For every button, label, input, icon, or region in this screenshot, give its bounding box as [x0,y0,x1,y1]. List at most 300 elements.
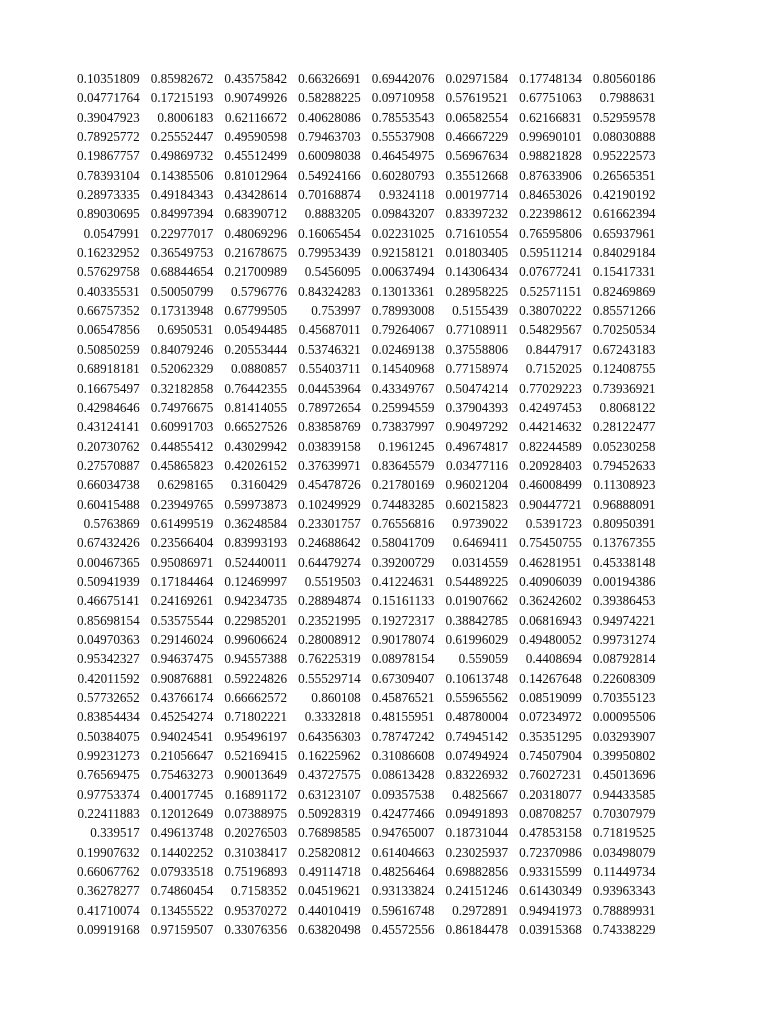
table-row [66,301,656,320]
table-cell: 0.68918181 [77,361,140,377]
table-cell: 0.20318077 [519,786,582,802]
table-row [66,727,656,746]
table-cell: 0.77158974 [445,361,509,377]
table-cell: 0.14402252 [150,844,214,860]
table-cell: 0.339517 [90,825,140,841]
table-cell: 0.45478726 [298,477,361,493]
table-cell: 0.62116672 [224,109,288,125]
table-cell: 0.07388975 [224,806,288,822]
table-cell: 0.42477466 [371,806,435,822]
table-cell: 0.84029184 [592,245,656,261]
table-cell: 0.49590598 [224,129,288,145]
table-cell: 0.46008499 [519,477,582,493]
table-cell: 0.13455522 [150,902,214,918]
table-cell: 0.43349767 [371,380,435,396]
table-cell: 0.09491893 [445,806,509,822]
table-cell: 0.21700989 [224,264,288,280]
table-cell: 0.90876881 [150,670,214,686]
table-cell: 0.4825667 [452,786,509,802]
table-cell: 0.16675497 [77,380,140,396]
table-cell: 0.0547991 [83,225,140,241]
table-cell: 0.45013696 [592,767,656,783]
table-cell: 0.71610554 [445,225,509,241]
table-row [66,379,656,398]
table-cell: 0.37904393 [445,399,509,415]
table-cell: 0.80560186 [592,71,656,86]
table-row [66,127,656,146]
table-cell: 0.3332818 [304,709,361,725]
table-row [66,746,656,765]
table-cell: 0.61662394 [592,206,656,222]
table-cell: 0.28958225 [445,283,509,299]
table-cell: 0.36242602 [519,593,582,609]
table-cell: 0.50941939 [77,573,140,589]
table-cell: 0.23566404 [150,535,214,551]
table-cell: 0.48780004 [445,709,509,725]
table-cell: 0.83397232 [445,206,509,222]
table-cell: 0.50474214 [445,380,509,396]
table-cell: 0.7988631 [599,90,656,106]
table-cell: 0.61430349 [519,883,582,899]
table-cell: 0.49184343 [150,187,214,203]
table-cell: 0.29146024 [150,631,214,647]
table-cell: 0.83858769 [298,419,361,435]
table-cell: 0.17184464 [150,573,214,589]
table-cell: 0.42497453 [519,399,582,415]
table-cell: 0.08613428 [371,767,435,783]
table-cell: 0.45865823 [150,457,214,473]
table-cell: 0.46667229 [445,129,509,145]
table-cell: 0.90178074 [371,631,435,647]
table-cell: 0.01803405 [445,245,509,261]
table-cell: 0.02469138 [371,341,435,357]
table-cell: 0.35512668 [445,167,509,183]
table-cell: 0.66527526 [224,419,288,435]
table-cell: 0.14306434 [445,264,509,280]
table-cell: 0.13767355 [592,535,656,551]
table-cell: 0.17215193 [150,90,214,106]
table-cell: 0.82244589 [519,438,582,454]
table-cell: 0.65937961 [592,225,656,241]
table-cell: 0.61499519 [150,515,214,531]
table-row [66,707,656,726]
table-cell: 0.09710958 [371,90,435,106]
table-row [66,765,656,784]
table-row [66,146,656,165]
table-row [66,881,656,900]
table-cell: 0.07494924 [445,748,509,764]
table-cell: 0.48069296 [224,225,288,241]
table-row [66,282,656,301]
table-cell: 0.78747242 [371,728,435,744]
table-row [66,262,656,281]
table-cell: 0.55965562 [445,690,509,705]
table-cell: 0.45512499 [224,148,288,164]
table-cell: 0.94765007 [371,825,435,841]
table-cell: 0.60280793 [371,167,435,183]
table-row [66,475,656,494]
table-cell: 0.70250534 [592,322,656,338]
number-table [66,69,656,939]
table-row [66,611,656,630]
table-cell: 0.22977017 [150,225,214,241]
table-cell: 0.40906039 [519,573,582,589]
table-cell: 0.52959578 [592,109,656,125]
table-cell: 0.37558806 [445,341,509,357]
table-cell: 0.09357538 [371,786,435,802]
table-cell: 0.93315599 [519,864,582,880]
table-cell: 0.81012964 [224,167,288,183]
table-cell: 0.23949765 [150,496,214,512]
table-cell: 0.94433585 [592,786,656,802]
table-row [66,514,656,533]
table-cell: 0.75450755 [519,535,582,551]
table-cell: 0.33076356 [224,922,288,938]
table-cell: 0.43029942 [224,438,288,454]
table-cell: 0.94557388 [224,651,288,667]
table-cell: 0.42026152 [224,457,288,473]
table-cell: 0.83854434 [77,709,140,725]
table-cell: 0.40628086 [298,109,361,125]
table-cell: 0.14267648 [519,670,582,686]
table-cell: 0.45687011 [298,322,361,338]
table-cell: 0.94974221 [592,612,656,628]
table-cell: 0.98821828 [519,148,582,164]
table-row [66,572,656,591]
table-row [66,417,656,436]
table-cell: 0.90749926 [224,90,288,106]
table-cell: 0.0314559 [452,554,509,570]
table-cell: 0.90447721 [519,496,582,512]
table-cell: 0.6950531 [157,322,214,338]
table-row [66,591,656,610]
table-cell: 0.06816943 [519,612,582,628]
table-cell: 0.43766174 [150,690,214,705]
table-row [66,320,656,339]
table-cell: 0.9739022 [452,515,509,531]
table-cell: 0.75196893 [224,864,288,880]
table-cell: 0.1961245 [378,438,435,454]
table-cell: 0.4408694 [525,651,582,667]
table-row [66,553,656,572]
table-cell: 0.76569475 [77,767,140,783]
table-cell: 0.753997 [311,303,361,319]
table-cell: 0.36278277 [77,883,140,899]
table-cell: 0.73837997 [371,419,435,435]
table-row [66,649,656,668]
table-cell: 0.02231025 [371,225,435,241]
table-cell: 0.12469997 [224,573,288,589]
table-cell: 0.77029223 [519,380,582,396]
table-cell: 0.10249929 [298,496,361,512]
table-cell: 0.46281951 [519,554,582,570]
table-row [66,437,656,456]
table-cell: 0.05494485 [224,322,288,338]
table-cell: 0.46454975 [371,148,435,164]
table-cell: 0.05230258 [592,438,656,454]
table-cell: 0.5391723 [525,515,582,531]
table-cell: 0.20730762 [77,438,140,454]
table-cell: 0.3160429 [231,477,288,493]
table-cell: 0.42984646 [77,399,140,415]
table-row [66,901,656,920]
table-cell: 0.19272317 [371,612,435,628]
table-cell: 0.74507904 [519,748,582,764]
table-cell: 0.36549753 [150,245,214,261]
table-cell: 0.7152025 [525,361,582,377]
table-cell: 0.00194386 [592,573,656,589]
table-cell: 0.67432426 [77,535,140,551]
table-cell: 0.11308923 [593,477,656,493]
table-cell: 0.95086971 [150,554,214,570]
table-cell: 0.18731044 [445,825,509,841]
table-cell: 0.76556816 [371,515,435,531]
table-cell: 0.14540968 [371,361,435,377]
table-cell: 0.21678675 [224,245,288,261]
table-cell: 0.94637475 [150,651,214,667]
table-cell: 0.5456095 [304,264,361,280]
table-cell: 0.70307979 [592,806,656,822]
table-row [66,359,656,378]
table-cell: 0.81414055 [224,399,288,415]
table-cell: 0.43727575 [298,767,361,783]
table-cell: 0.78925772 [77,129,140,145]
table-cell: 0.55537908 [371,129,435,145]
table-cell: 0.08978154 [371,651,435,667]
table-cell: 0.42190192 [592,187,656,203]
table-cell: 0.01907662 [445,593,509,609]
table-cell: 0.92158121 [371,245,435,261]
table-cell: 0.55529714 [298,670,361,686]
table-cell: 0.54829567 [519,322,582,338]
table-cell: 0.95342327 [77,651,140,667]
table-cell: 0.16232952 [77,245,140,261]
table-cell: 0.45254274 [150,709,214,725]
table-cell: 0.16065454 [298,225,361,241]
table-cell: 0.20553444 [224,341,288,357]
table-cell: 0.6298165 [157,477,214,493]
table-row [66,495,656,514]
table-cell: 0.12408755 [592,361,656,377]
table-cell: 0.8006183 [157,109,214,125]
table-cell: 0.09843207 [371,206,435,222]
table-cell: 0.97159507 [150,922,214,938]
table-cell: 0.49613748 [150,825,214,841]
table-cell: 0.85571266 [592,303,656,319]
table-cell: 0.39200729 [371,554,435,570]
table-cell: 0.25820812 [298,844,361,860]
table-cell: 0.96888091 [592,496,656,512]
table-cell: 0.5519503 [304,573,361,589]
table-cell: 0.7158352 [231,883,288,899]
table-cell: 0.84653026 [519,187,582,203]
table-cell: 0.76225319 [298,651,361,667]
table-cell: 0.99606624 [224,631,288,647]
table-cell: 0.2972891 [452,902,509,918]
table-cell: 0.70355123 [592,690,656,705]
table-cell: 0.6469411 [452,535,509,551]
table-cell: 0.03915368 [519,922,582,938]
table-cell: 0.21780169 [371,477,435,493]
table-cell: 0.08708257 [519,806,582,822]
table-cell: 0.36248584 [224,515,288,531]
table-cell: 0.04970363 [77,631,140,647]
table-cell: 0.74945142 [445,728,509,744]
table-cell: 0.94024541 [150,728,214,744]
table-cell: 0.38842785 [445,612,509,628]
table-cell: 0.59511214 [519,245,582,261]
table-cell: 0.46675141 [77,593,140,609]
table-cell: 0.38070222 [519,303,582,319]
table-cell: 0.71802221 [224,709,288,725]
table-row [66,920,656,939]
table-cell: 0.49480052 [519,631,582,647]
table-cell: 0.53575544 [150,612,214,628]
table-cell: 0.45338148 [592,554,656,570]
table-cell: 0.03839158 [298,438,361,454]
table-cell: 0.75463273 [150,767,214,783]
table-row [66,108,656,127]
table-cell: 0.20928403 [519,457,582,473]
table-cell: 0.07677241 [519,264,582,280]
table-row [66,456,656,475]
table-cell: 0.90497292 [445,419,509,435]
table-cell: 0.67309407 [371,670,435,686]
table-cell: 0.54924166 [298,167,361,183]
table-cell: 0.44010419 [298,902,361,918]
table-cell: 0.59616748 [371,902,435,918]
table-cell: 0.69442076 [371,71,435,86]
table-cell: 0.60415488 [77,496,140,512]
table-cell: 0.83645579 [371,457,435,473]
table-cell: 0.22608309 [592,670,656,686]
table-cell: 0.9324118 [378,187,435,203]
table-row [66,843,656,862]
table-cell: 0.04453964 [298,380,361,396]
table-row [66,398,656,417]
table-cell: 0.22398612 [519,206,582,222]
table-cell: 0.50850259 [77,341,140,357]
table-cell: 0.55403711 [298,361,361,377]
table-cell: 0.41224631 [371,573,435,589]
table-cell: 0.04771764 [77,90,140,106]
table-cell: 0.08030888 [592,129,656,145]
table-cell: 0.87633906 [519,167,582,183]
table-cell: 0.21056647 [150,748,214,764]
table-cell: 0.95370272 [224,902,288,918]
table-cell: 0.02971584 [445,71,509,86]
table-cell: 0.26565351 [592,167,656,183]
table-cell: 0.84997394 [150,206,214,222]
table-cell: 0.57619521 [445,90,509,106]
table-cell: 0.76595806 [519,225,582,241]
table-cell: 0.14385506 [150,167,214,183]
table-cell: 0.97753374 [77,786,140,802]
table-cell: 0.83226932 [445,767,509,783]
table-cell: 0.84079246 [150,341,214,357]
table-cell: 0.43124141 [77,419,140,435]
table-cell: 0.31086608 [371,748,435,764]
table-cell: 0.78553543 [371,109,435,125]
table-cell: 0.74976675 [150,399,214,415]
table-cell: 0.44214632 [519,419,582,435]
table-cell: 0.85982672 [150,71,214,86]
table-cell: 0.43428614 [224,187,288,203]
table-cell: 0.78393104 [77,167,140,183]
table-cell: 0.72370986 [519,844,582,860]
table-cell: 0.48256464 [371,864,435,880]
table-cell: 0.95496197 [224,728,288,744]
table-cell: 0.17313948 [150,303,214,319]
table-cell: 0.15161133 [372,593,435,609]
table-row [66,243,656,262]
table-cell: 0.50384075 [77,728,140,744]
table-cell: 0.64479274 [298,554,361,570]
table-cell: 0.52169415 [224,748,288,764]
table-row [66,204,656,223]
table-cell: 0.66662572 [224,690,288,705]
table-cell: 0.860108 [311,690,361,705]
table-row [66,669,656,688]
table-cell: 0.28122477 [592,419,656,435]
table-cell: 0.25994559 [371,399,435,415]
table-cell: 0.68390712 [224,206,288,222]
table-cell: 0.41710074 [77,902,140,918]
table-row [66,69,656,88]
table-cell: 0.66326691 [298,71,361,86]
table-cell: 0.60215823 [445,496,509,512]
table-cell: 0.99690101 [519,129,582,145]
table-cell: 0.57629758 [77,264,140,280]
table-cell: 0.99231273 [77,748,140,764]
table-cell: 0.8447917 [525,341,582,357]
table-cell: 0.83993193 [224,535,288,551]
table-cell: 0.04519621 [298,883,361,899]
table-cell: 0.79264067 [371,322,435,338]
table-cell: 0.8068122 [599,399,656,415]
table-cell: 0.37639971 [298,457,361,473]
table-cell: 0.32182858 [150,380,214,396]
table-cell: 0.42011592 [77,670,140,686]
table-cell: 0.61404663 [371,844,435,860]
table-cell: 0.70168874 [298,187,361,203]
table-cell: 0.62166831 [519,109,582,125]
table-cell: 0.54489225 [445,573,509,589]
table-cell: 0.93133824 [371,883,435,899]
table-cell: 0.53746321 [298,341,361,357]
table-cell: 0.39386453 [592,593,656,609]
table-cell: 0.25552447 [150,129,214,145]
table-cell: 0.73936921 [592,380,656,396]
table-cell: 0.11449734 [593,864,656,880]
table-cell: 0.00095506 [592,709,656,725]
table-cell: 0.23301757 [298,515,361,531]
table-cell: 0.24688642 [298,535,361,551]
table-cell: 0.39047923 [77,109,140,125]
table-cell: 0.10351809 [77,71,140,86]
table-cell: 0.96021204 [445,477,509,493]
table-cell: 0.74338229 [592,922,656,938]
table-cell: 0.52440011 [224,554,288,570]
table-cell: 0.50928319 [298,806,361,822]
table-cell: 0.03498079 [592,844,656,860]
table-cell: 0.45572556 [371,922,435,938]
table-cell: 0.28008912 [298,631,361,647]
table-cell: 0.31038417 [224,844,288,860]
table-row [66,224,656,243]
table-cell: 0.64356303 [298,728,361,744]
table-cell: 0.27570887 [77,457,140,473]
